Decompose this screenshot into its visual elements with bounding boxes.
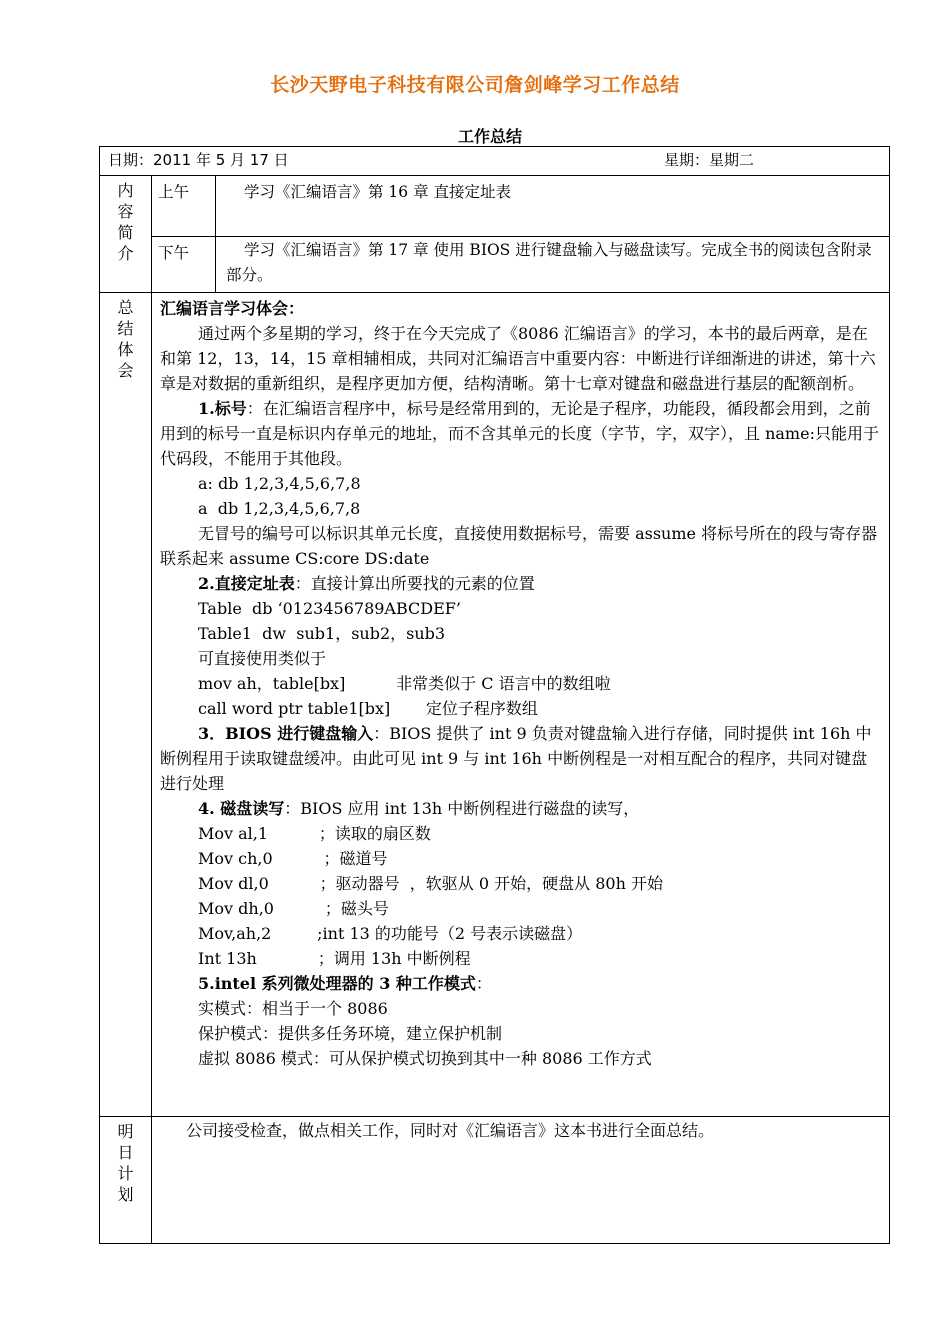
date-text: 日期：2011 年 5 月 17 日 bbox=[108, 151, 289, 169]
morning-label: 上午 bbox=[152, 176, 216, 237]
label-char: 结 bbox=[117, 319, 134, 338]
summary-content bbox=[152, 293, 890, 1117]
code-line: Int 13h ；调用 13h 中断例程 bbox=[198, 949, 471, 968]
label-char: 明 bbox=[117, 1122, 134, 1141]
summary-heading: 汇编语言学习体会： bbox=[160, 299, 305, 318]
morning-row bbox=[100, 176, 890, 237]
date-cell bbox=[100, 147, 890, 176]
plan-row bbox=[100, 1117, 890, 1244]
weekday-text: 星期：星期二 bbox=[664, 151, 755, 169]
summary-intro: 通过两个多星期的学习，终于在今天完成了《8086 汇编语言》的学习，本书的最后两章，是在和第 12，13，14，15 章相辅相成，共同对汇编语言中重要内容：中断进行详细渐进的讲述，第十六章是对数据的重新组织，是程序更加方便，结构清晰。第十七章对键盘和磁盘进行基层的配额剖析。 bbox=[160, 324, 876, 393]
morning-text-line: 学习《汇编语言》第 16 章 直接定址表 bbox=[244, 183, 512, 201]
section-3 bbox=[160, 721, 881, 796]
code-line: a: db 1,2,3,4,5,6,7,8 bbox=[198, 474, 361, 493]
section-subtitle: 工作总结 bbox=[457, 127, 522, 146]
label-char: 内 bbox=[117, 181, 134, 200]
text-line: 实模式：相当于一个 8086 bbox=[198, 999, 388, 1018]
section-4-title: 4. 磁盘读写 bbox=[198, 799, 285, 818]
section-1 bbox=[160, 396, 881, 471]
afternoon-row bbox=[100, 237, 890, 293]
section-3-text: ：BIOS 提供了 int 9 负责对键盘输入进行存储，同时提供 int 16h 中断例程用于读取键盘缓冲。由此可见 int 9 与 int 16h 中断例程是一对相互配合的程序，共同对键盘进行处理 bbox=[160, 724, 872, 793]
afternoon-text-line: 学习《汇编语言》第 17 章 使用 BIOS 进行键盘输入与磁盘读写。完成全书的阅读包含附录部分。 bbox=[226, 241, 872, 284]
section-1-text-2: 无冒号的编号可以标识其单元长度，直接使用数据标号，需要 assume 将标号所在的段与寄存器联系起来 assume CS:core DS:date bbox=[160, 524, 878, 568]
summary-row bbox=[100, 293, 890, 1117]
work-summary-table bbox=[99, 146, 890, 1244]
label-char: 划 bbox=[117, 1185, 134, 1204]
label-char: 计 bbox=[117, 1164, 134, 1183]
afternoon-text bbox=[216, 237, 890, 293]
label-char: 体 bbox=[117, 340, 134, 359]
section-5-colon: ： bbox=[475, 974, 492, 993]
text-line: 可直接使用类似于 bbox=[198, 649, 327, 668]
section-4-text: ：BIOS 应用 int 13h 中断例程进行磁盘的读写， bbox=[284, 799, 640, 818]
label-char: 会 bbox=[117, 361, 134, 380]
code-line: Table db ‘0123456789ABCDEF’ bbox=[198, 599, 461, 618]
section-5 bbox=[160, 971, 881, 996]
label-char: 容 bbox=[117, 202, 134, 221]
section-2 bbox=[160, 571, 881, 596]
section-2-text: ：直接计算出所要找的元素的位置 bbox=[294, 574, 535, 593]
text-line: 虚拟 8086 模式：可从保护模式切换到其中一种 8086 工作方式 bbox=[198, 1049, 652, 1068]
label-char: 日 bbox=[117, 1143, 134, 1162]
code-line: mov ah，table[bx] 非常类似于 C 语言中的数组啦 bbox=[198, 674, 611, 693]
document-title: 长沙天野电子科技有限公司詹剑峰学习工作总结 bbox=[270, 74, 680, 96]
plan-label bbox=[100, 1117, 152, 1244]
section-1-title: 1.标号 bbox=[198, 399, 247, 418]
section-1-text: ：在汇编语言程序中，标号是经常用到的，无论是子程序，功能段，循段都会用到，之前用到的标号一直是标识内存单元的地址，而不含其单元的长度（字节，字，双字），且 name:只能用于代码段，不能用于其他段。 bbox=[160, 399, 879, 468]
afternoon-label: 下午 bbox=[152, 237, 216, 293]
code-line: Mov al,1 ；读取的扇区数 bbox=[198, 824, 431, 843]
label-char: 简 bbox=[117, 223, 134, 242]
code-line: Mov,ah,2 ;int 13 的功能号（2 号表示读磁盘） bbox=[198, 924, 583, 943]
code-line: Mov dh,0 ；磁头号 bbox=[198, 899, 389, 918]
code-line: Mov dl,0 ；驱动器号 ，软驱从 0 开始，硬盘从 80h 开始 bbox=[198, 874, 663, 893]
label-char: 介 bbox=[117, 244, 134, 263]
date-row bbox=[100, 147, 890, 176]
code-line: a db 1,2,3,4,5,6,7,8 bbox=[198, 499, 361, 518]
label-char: 总 bbox=[117, 298, 134, 317]
content-intro-label bbox=[100, 176, 152, 293]
code-line: Mov ch,0 ；磁道号 bbox=[198, 849, 388, 868]
section-5-title: 5.intel 系列微处理器的 3 种工作模式 bbox=[198, 974, 476, 993]
plan-text: 公司接受检查，做点相关工作，同时对《汇编语言》这本书进行全面总结。 bbox=[152, 1117, 890, 1244]
morning-text bbox=[216, 176, 890, 237]
code-line: Table1 dw sub1，sub2，sub3 bbox=[198, 624, 446, 643]
code-line: call word ptr table1[bx] 定位子程序数组 bbox=[198, 699, 538, 718]
section-4 bbox=[160, 796, 881, 821]
summary-label bbox=[100, 293, 152, 1117]
section-2-title: 2.直接定址表 bbox=[198, 574, 295, 593]
section-3-title: 3．BIOS 进行键盘输入 bbox=[198, 724, 374, 743]
text-line: 保护模式：提供多任务环境，建立保护机制 bbox=[198, 1024, 503, 1043]
